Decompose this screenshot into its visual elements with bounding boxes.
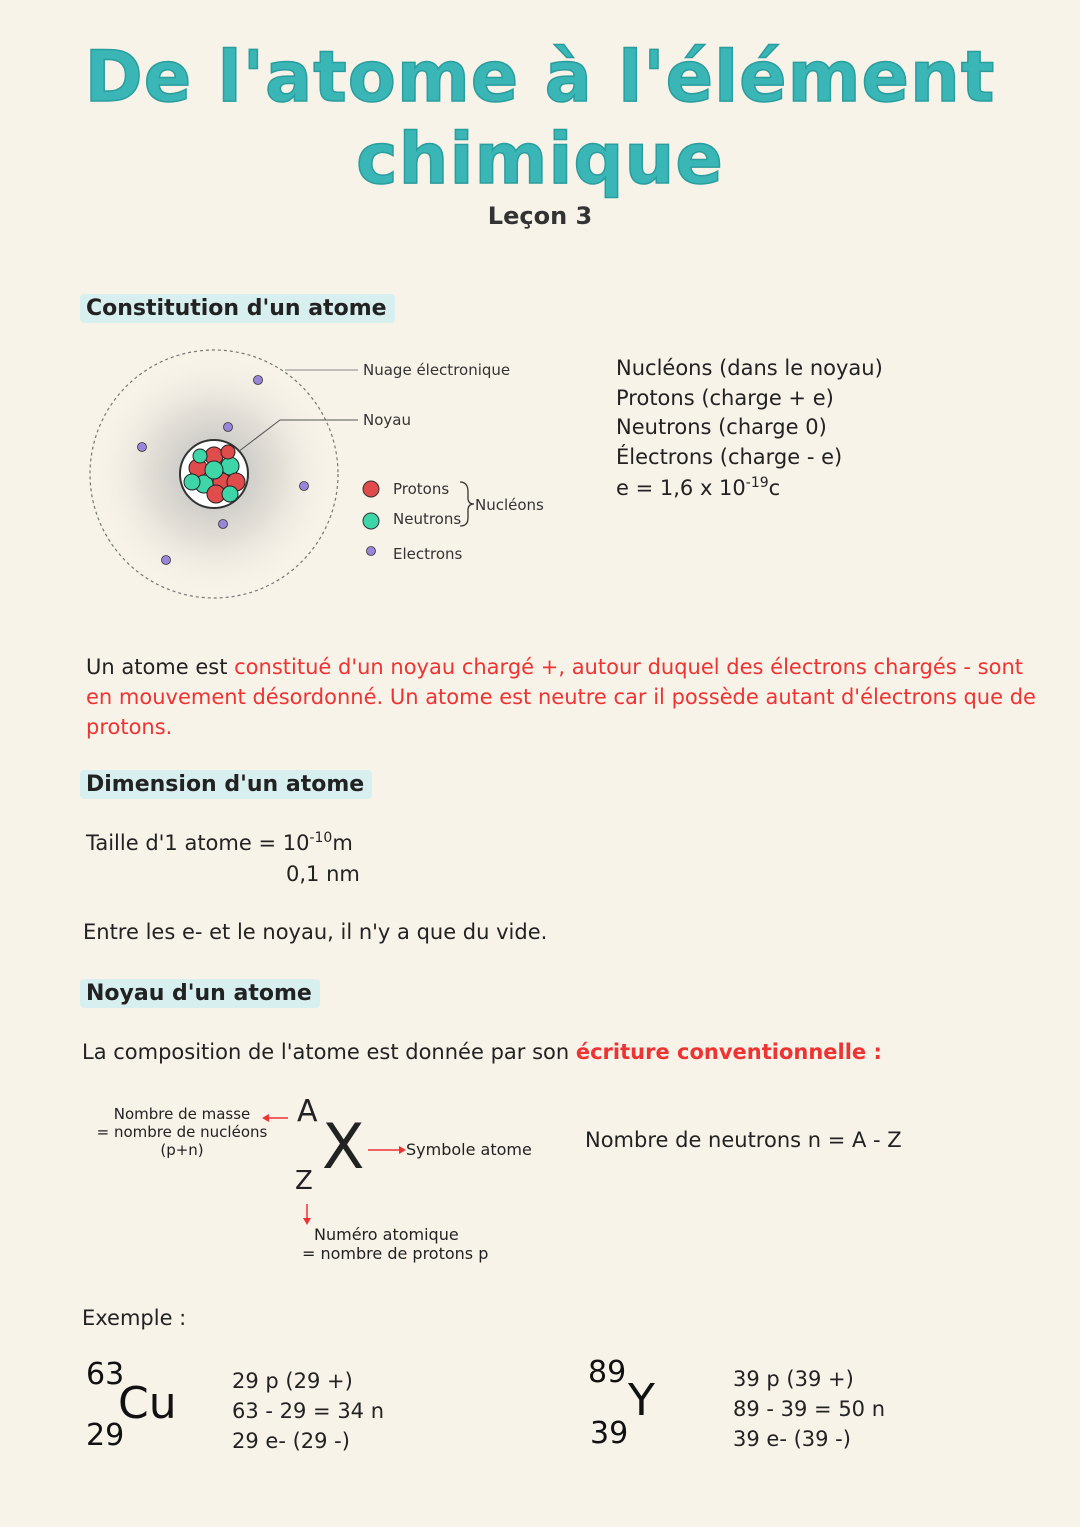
cu-line-neutrons: 63 - 29 = 34 n: [232, 1399, 385, 1423]
page-title-line1: De l'atome à l'élément: [84, 36, 996, 118]
note-electrons: Électrons (charge - e): [616, 445, 843, 469]
page-title-line2: chimique: [356, 118, 724, 200]
symbol-label: Symbole atome: [406, 1140, 532, 1159]
atomic-number-label: [302, 1225, 488, 1263]
atom-diagram: [80, 340, 560, 610]
atom-definition: [86, 652, 1046, 742]
note-protons: Protons (charge + e): [616, 386, 834, 410]
y-mass-number: 89: [588, 1355, 627, 1390]
legend-neutrons: Neutrons: [393, 510, 462, 528]
legend-nucleons: Nucléons: [475, 496, 544, 514]
nucleons-brace: [460, 482, 474, 526]
atom-size-nm: 0,1 nm: [286, 862, 360, 886]
symbol-Z: Z: [295, 1166, 313, 1196]
mass-label-line2: = nombre de nucléons: [96, 1123, 268, 1141]
note-nucleons: Nucléons (dans le noyau): [616, 356, 883, 380]
cu-composition: [232, 1366, 384, 1456]
cu-mass-number: 63: [86, 1357, 125, 1392]
legend-electron-swatch: [367, 547, 376, 556]
atom-size: [86, 830, 353, 855]
size-unit: m: [332, 831, 353, 855]
label-nucleus: Noyau: [363, 411, 411, 429]
composition-text: [82, 1040, 882, 1064]
mass-label-line1: Nombre de masse: [113, 1105, 251, 1123]
composition-start: La composition de l'atome est donnée par son: [82, 1040, 576, 1064]
legend-protons: Protons: [393, 480, 450, 498]
label-cloud: Nuage électronique: [363, 361, 511, 379]
example-label: Exemple :: [82, 1306, 187, 1330]
definition-start: Un atome est: [86, 655, 235, 679]
section-heading-dimension: Dimension d'un atome: [80, 770, 372, 799]
charge-prefix: e = 1,6 x 10: [616, 476, 746, 500]
charge-unit: c: [768, 476, 781, 500]
y-symbol: Y: [628, 1375, 655, 1426]
symbol-A: A: [297, 1094, 318, 1129]
composition-highlight: écriture conventionnelle :: [575, 1040, 882, 1064]
y-atomic-number: 39: [590, 1416, 629, 1451]
note-neutrons: Neutrons (charge 0): [616, 415, 827, 439]
charge-exponent: -19: [745, 475, 769, 491]
y-line-protons: 39 p (39 +): [733, 1367, 854, 1391]
neutrons-formula: Nombre de neutrons n = A - Z: [585, 1128, 902, 1152]
y-composition: [733, 1364, 885, 1454]
atomic-label-line2: = nombre de protons p: [302, 1244, 489, 1263]
cu-line-electrons: 29 e- (29 -): [232, 1429, 350, 1453]
cu-line-protons: 29 p (29 +): [232, 1369, 353, 1393]
symbol-X: X: [322, 1110, 365, 1183]
cu-symbol: Cu: [118, 1378, 177, 1429]
legend-neutron-swatch: [363, 513, 379, 529]
mass-number-label: [90, 1105, 274, 1159]
lesson-label: Leçon 3: [487, 202, 593, 230]
legend-proton-swatch: [363, 481, 379, 497]
legend-electrons: Electrons: [393, 545, 463, 563]
note-charge: [616, 475, 780, 500]
section-heading-constitution: Constitution d'un atome: [80, 294, 395, 323]
atomic-label-line1: Numéro atomique: [314, 1225, 459, 1244]
section-heading-noyau: Noyau d'un atome: [80, 979, 320, 1008]
definition-highlight: constitué d'un noyau chargé +, autour duquel des électrons chargés - sont en mouvement désordonné. Un atome est neutre car il possède autant d'électrons que de protons.: [86, 655, 1036, 739]
y-line-neutrons: 89 - 39 = 50 n: [733, 1397, 886, 1421]
y-line-electrons: 39 e- (39 -): [733, 1427, 851, 1451]
vacuum-note: Entre les e- et le noyau, il n'y a que du vide.: [83, 920, 548, 944]
size-label: Taille d'1 atome = 10: [86, 831, 310, 855]
cu-atomic-number: 29: [86, 1418, 125, 1453]
size-exponent: -10: [309, 830, 333, 846]
mass-label-line3: (p+n): [160, 1141, 204, 1159]
